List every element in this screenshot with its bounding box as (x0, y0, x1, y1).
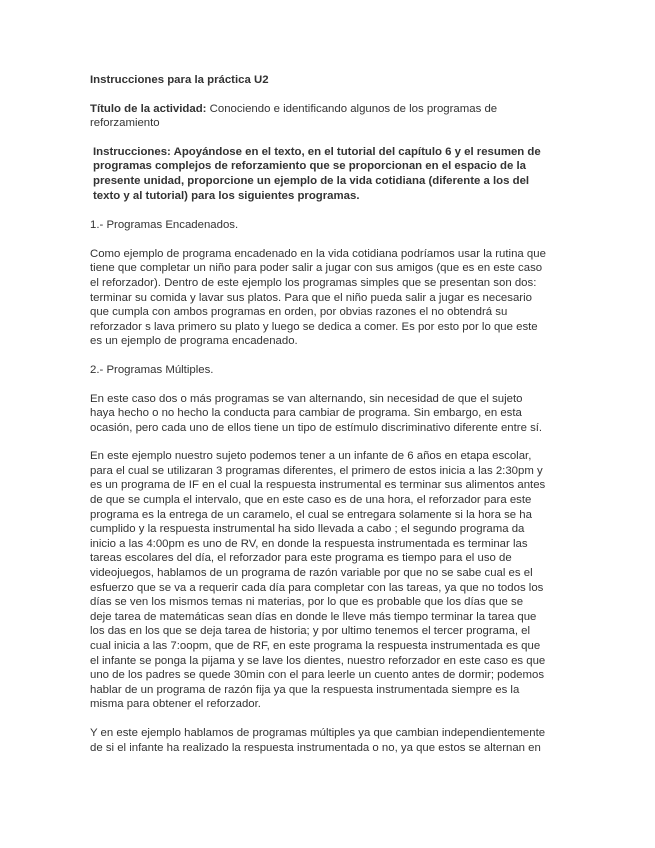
activity-label: Título de la actividad: (90, 102, 207, 115)
text-line: Como ejemplo de programa encadenado en la vida cotidiana podríamos usar la rutina que (90, 247, 546, 260)
text-line: los das en los que se deja tarea de historia; y por ultimo tenemos el tercer programa, el (90, 625, 531, 638)
text-line: En este ejemplo nuestro sujeto podemos tener a un infante de 6 años en etapa escolar, (90, 450, 532, 463)
text-line: deje tarea de matemáticas sean días en donde le lleve más tiempo terminar la tarea que (90, 610, 537, 623)
text-line: el infante se ponga la pijama y se lave los dientes, nuestro reforzador en este caso es que (90, 654, 546, 667)
instructions-line: presente unidad, proporcione un ejemplo de la vida cotidiana (diferente a los del (93, 174, 530, 187)
section2-paragraph-3 (90, 726, 548, 755)
section2-heading: 2.- Programas Múltiples. (90, 363, 214, 376)
text-line: es un programa de IF en el cual la respuesta instrumental es terminar sus alimentos antes (90, 479, 546, 492)
text-line: días se ven los mismos temas ni materias, por lo que es probable que los días que se (90, 596, 524, 609)
text-line: misma para obtener el reforzador. (90, 698, 261, 711)
text-line: de si el infante ha realizado la respuesta instrumentada o no, ya que estos se alternan en (90, 741, 541, 754)
instructions-line: texto y al tutorial) para los siguientes programas. (93, 189, 360, 202)
text-line: que cumpla con ambos programas en orden, por obvias razones el no obtendrá su (90, 306, 508, 319)
text-line: haya hecho o no hecho la conducta para cambiar de programa. Sin embargo, en esta (90, 407, 522, 420)
text-line: videojuegos, hablamos de un programa de razón variable por que no se sabe cual es el (90, 567, 533, 580)
text-line: programa es la entrega de un caramelo, el cual se entregara solamente si la hora se ha (90, 508, 532, 521)
text-line: inicio a las 4:00pm es uno de RV, en donde la respuesta instrumentada es terminar las (90, 537, 528, 550)
section2-paragraph-2 (90, 449, 548, 712)
text-line: ocasión, pero cada uno de ellos tiene un tipo de estímulo discriminativo diferente entre sí. (90, 421, 543, 434)
text-line: terminar su comida y lavar sus platos. Para que el niño pueda salir a jugar es necesario (90, 291, 532, 304)
activity-line: reforzamiento (90, 117, 160, 130)
activity-text: Conociendo e identificando algunos de los programas de (206, 102, 498, 115)
text-line: Y en este ejemplo hablamos de programas múltiples ya que cambian independientemente (90, 726, 546, 739)
text-line: En este caso dos o más programas se van alternando, sin necesidad de que el sujeto (90, 392, 523, 405)
text-line: es un ejemplo de programa encadenado. (90, 335, 298, 348)
text-line: reforzador s lava primero su plato y luego se dedica a comer. Es por esto por lo que este (90, 320, 538, 333)
text-line: tareas escolares del día, el reforzador para este programa es tiempo para el uso de (90, 552, 512, 565)
text-line: tiene que completar un niño para poder salir a jugar con sus amigos (que es en este caso (90, 262, 543, 275)
instructions-line: programas complejos de reforzamiento que se proporcionan en el espacio de la (93, 160, 526, 173)
document-body (90, 73, 548, 769)
text-line: para el cual se utilizaran 3 programas diferentes, el primero de estos inicia a las 2:30pm y (90, 464, 543, 477)
text-line: el reforzador). Dentro de este ejemplo los programas simples que se presentan son dos: (90, 276, 537, 289)
text-line: uno de los padres se quede 30min con el para leerle un cuento antes de dormir; podemos (90, 669, 545, 682)
document-title: Instrucciones para la práctica U2 (90, 74, 269, 86)
text-line: hablar de un programa de razón fija ya que la respuesta instrumentada siempre es la (90, 683, 520, 696)
instructions-paragraph (90, 145, 548, 203)
text-line: cumplido y la respuesta instrumental ha sido llevada a cabo ; el segundo programa da (90, 523, 525, 536)
activity-line (90, 102, 548, 117)
text-line: esfuerzo que se va a requerir cada día para completar con las tareas, ya que no todos los (90, 581, 544, 594)
text-line: de que se cumpla el intervalo, que en este caso es de una hora, el reforzador para este (90, 494, 532, 507)
text-line: cual inicia a las 7:oopm, que de RF, en este programa la respuesta instrumentada es que (90, 640, 541, 652)
activity-title (90, 102, 548, 131)
section2-paragraph-1 (90, 392, 548, 436)
instructions-line: Instrucciones: Apoyándose en el texto, en el tutorial del capítulo 6 y el resumen de (93, 145, 541, 158)
section1-paragraph (90, 247, 548, 349)
section1-heading: 1.- Programas Encadenados. (90, 219, 239, 232)
